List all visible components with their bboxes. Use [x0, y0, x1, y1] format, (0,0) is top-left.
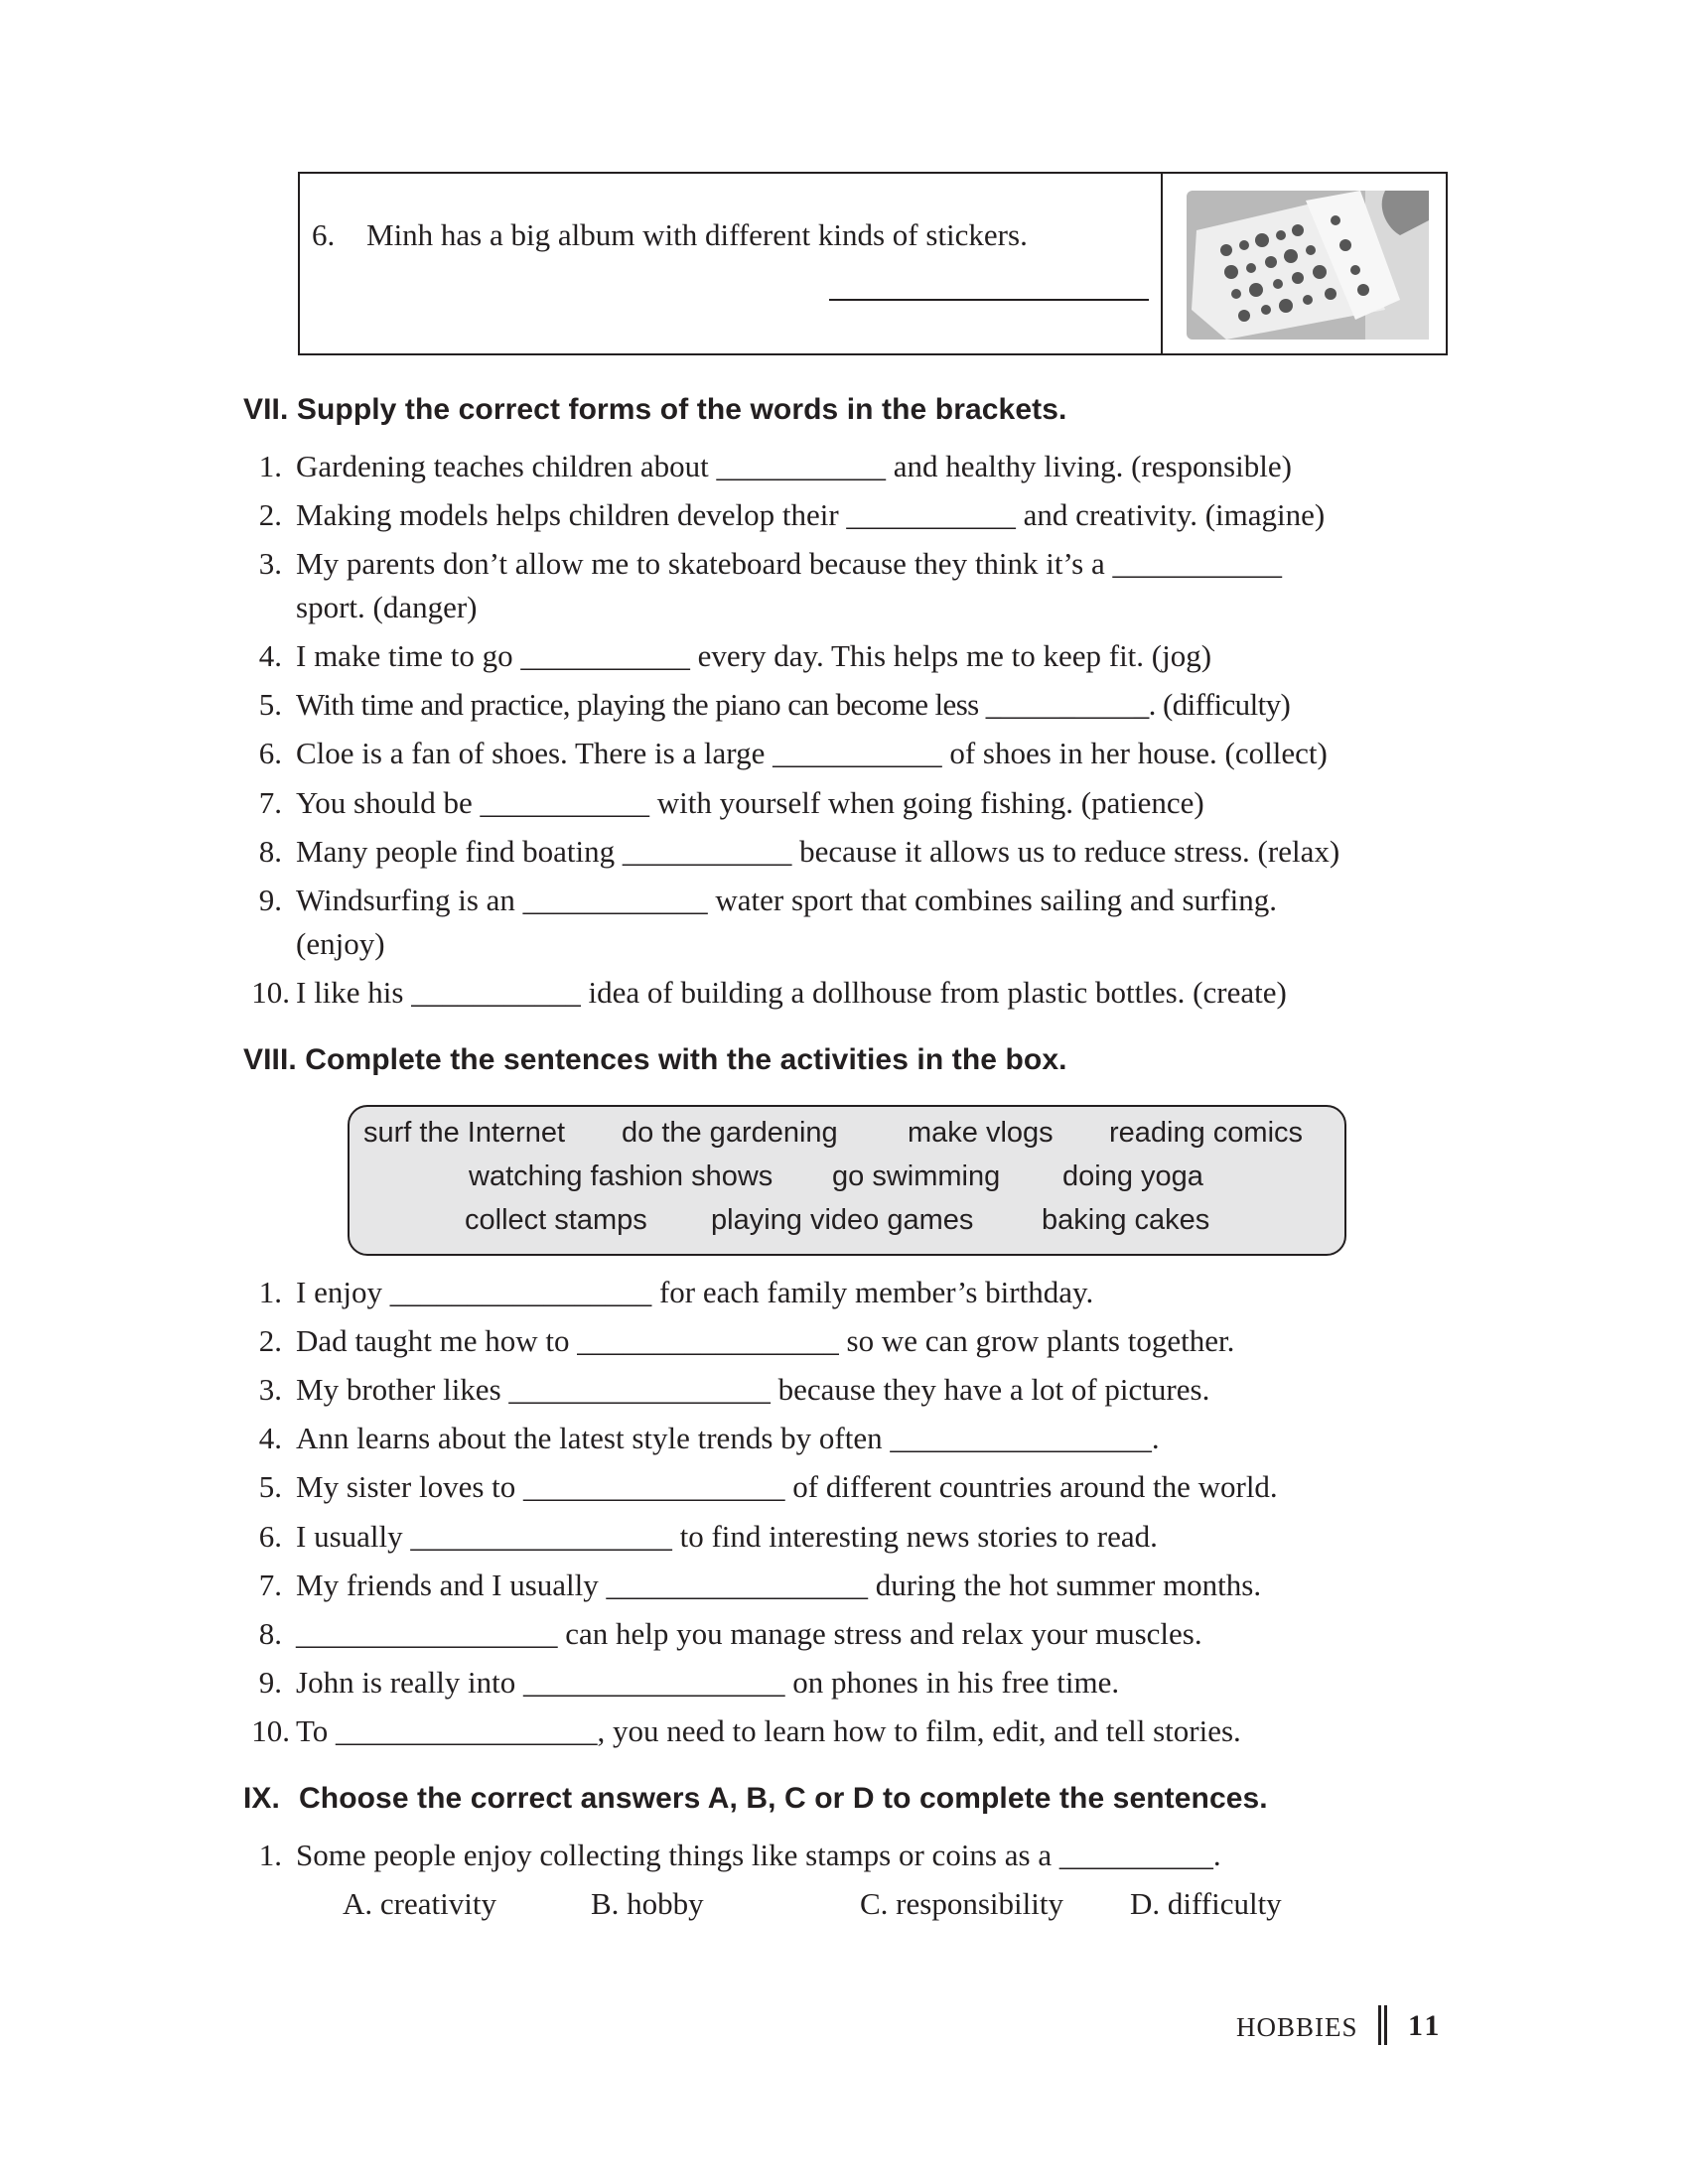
list-item: 4. I make time to go ___________ every day. This helps me to keep fit. (jog)	[258, 638, 1212, 673]
item-text: I usually _________________ to find interesting news stories to read.	[296, 1519, 1158, 1554]
list-item: 1. I enjoy _________________ for each family member’s birthday.	[258, 1275, 1094, 1309]
item-text: I like his ___________ idea of building a dollhouse from plastic bottles. (create)	[296, 975, 1287, 1010]
exercise-table-row	[298, 172, 1448, 355]
item-text: You should be ___________ with yourself when going fishing. (patience)	[296, 785, 1204, 820]
item-text: My brother likes _________________ because they have a lot of pictures.	[296, 1372, 1210, 1407]
word-box	[348, 1105, 1346, 1256]
item-text: (enjoy)	[296, 926, 385, 961]
item-text: My friends and I usually _________________ during the hot summer months.	[296, 1568, 1262, 1602]
item-text: John is really into _________________ on phones in his free time.	[296, 1665, 1120, 1700]
item-text: I make time to go ___________ every day. This helps me to keep fit. (jog)	[296, 638, 1212, 673]
list-item: 3. My brother likes _________________ because they have a lot of pictures.	[258, 1372, 1210, 1407]
list-item-continuation	[296, 590, 478, 625]
list-item: 1. Gardening teaches children about ___________ and healthy living. (responsible)	[258, 449, 1292, 483]
section-8-heading	[243, 1043, 1067, 1077]
list-item: 2. Making models helps children develop their ___________ and creativity. (imagine)	[258, 497, 1326, 532]
section-9-heading	[243, 1782, 1268, 1816]
sticker-album-photo-icon	[1187, 191, 1429, 340]
list-item: 8. Many people find boating ___________ because it allows us to reduce stress. (relax)	[258, 834, 1340, 869]
word-box-item: baking cakes	[1042, 1204, 1210, 1236]
item-text: Ann learns about the latest style trends by often _________________.	[296, 1421, 1160, 1455]
section-number: VII.	[243, 393, 289, 426]
list-item: 5. My sister loves to _________________ of different countries around the world.	[258, 1469, 1278, 1504]
answer-option-a[interactable]: A. creativity	[343, 1886, 496, 1921]
list-item: 5. With time and practice, playing the piano can become less ___________. (difficulty)	[258, 687, 1291, 722]
item-text: Many people find boating ___________ because it allows us to reduce stress. (relax)	[296, 834, 1340, 869]
list-item: 2. Dad taught me how to _________________ so we can grow plants together.	[258, 1323, 1235, 1358]
list-item: 3. My parents don’t allow me to skateboard because they think it’s a ___________	[258, 546, 1282, 581]
item-text: Dad taught me how to _________________ so we can grow plants together.	[296, 1323, 1235, 1358]
question-6	[312, 217, 1028, 253]
list-item: 7. My friends and I usually _________________ during the hot summer months.	[258, 1568, 1262, 1602]
list-item: 9. Windsurfing is an ____________ water sport that combines sailing and surfing.	[258, 883, 1278, 917]
answer-option-b[interactable]: B. hobby	[591, 1886, 704, 1921]
word-box-item: doing yoga	[1062, 1160, 1203, 1192]
list-item: 6. I usually _________________ to find interesting news stories to read.	[258, 1519, 1158, 1554]
page-number: 11	[1408, 2009, 1443, 2042]
list-item: 8. _________________ can help you manage stress and relax your muscles.	[258, 1616, 1202, 1651]
list-item: 7. You should be ___________ with yourself when going fishing. (patience)	[258, 785, 1204, 820]
footer-unit-label: HOBBIES	[1236, 2012, 1358, 2042]
item-text: I enjoy _________________ for each family member’s birthday.	[296, 1275, 1094, 1309]
section-title: Complete the sentences with the activities in the box.	[305, 1043, 1067, 1076]
word-box-item: surf the Internet	[363, 1117, 566, 1149]
section-title: Supply the correct forms of the words in the brackets.	[296, 393, 1067, 426]
section-title: Choose the correct answers A, B, C or D to complete the sentences.	[299, 1782, 1268, 1815]
answer-option-d[interactable]: D. difficulty	[1130, 1886, 1282, 1921]
word-box-item: go swimming	[832, 1160, 1001, 1192]
item-text: Some people enjoy collecting things like stamps or coins as a __________.	[296, 1838, 1221, 1872]
item-text: Windsurfing is an ____________ water sport that combines sailing and surfing.	[296, 883, 1278, 917]
section-number: VIII.	[243, 1043, 297, 1076]
question-number: 6.	[312, 217, 336, 252]
list-item: 10. To _________________, you need to learn how to film, edit, and tell stories.	[251, 1713, 1241, 1748]
table-image-cell	[1163, 174, 1448, 353]
question-text: Minh has a big album with different kinds of stickers.	[366, 217, 1028, 252]
list-item: 10. I like his ___________ idea of building a dollhouse from plastic bottles. (create)	[251, 975, 1287, 1010]
section-number: IX.	[243, 1782, 280, 1815]
item-text: _________________ can help you manage stress and relax your muscles.	[296, 1616, 1202, 1651]
item-text: Making models helps children develop their ___________ and creativity. (imagine)	[296, 497, 1326, 532]
item-text: sport. (danger)	[296, 590, 478, 624]
word-box-item: do the gardening	[622, 1117, 838, 1149]
word-box-item: collect stamps	[465, 1204, 647, 1236]
list-item: 4. Ann learns about the latest style trends by often _________________.	[258, 1421, 1160, 1455]
answer-line[interactable]	[829, 299, 1149, 301]
answer-option-c[interactable]: C. responsibility	[860, 1886, 1063, 1921]
item-text: My sister loves to _________________ of different countries around the world.	[296, 1469, 1278, 1504]
item-text: Gardening teaches children about ___________ and healthy living. (responsible)	[296, 449, 1292, 483]
word-box-item: make vlogs	[908, 1117, 1054, 1149]
word-box-item: reading comics	[1109, 1117, 1304, 1149]
list-item: 9. John is really into _________________ on phones in his free time.	[258, 1665, 1120, 1700]
item-text: My parents don’t allow me to skateboard because they think it’s a ___________	[296, 546, 1282, 581]
footer-divider	[1378, 2005, 1388, 2045]
list-item: 6. Cloe is a fan of shoes. There is a large ___________ of shoes in her house. (collect)	[258, 736, 1328, 770]
list-item-continuation	[296, 926, 385, 962]
table-text-cell	[300, 174, 1163, 353]
word-box-item: playing video games	[711, 1204, 974, 1236]
section-7-heading	[243, 393, 1066, 427]
list-item: 1. Some people enjoy collecting things like stamps or coins as a __________.	[258, 1838, 1221, 1872]
item-text: With time and practice, playing the piano can become less ___________. (difficulty)	[296, 687, 1291, 722]
word-box-item: watching fashion shows	[469, 1160, 774, 1192]
item-text: Cloe is a fan of shoes. There is a large ___________ of shoes in her house. (collect)	[296, 736, 1328, 770]
item-text: To _________________, you need to learn how to film, edit, and tell stories.	[296, 1713, 1241, 1748]
